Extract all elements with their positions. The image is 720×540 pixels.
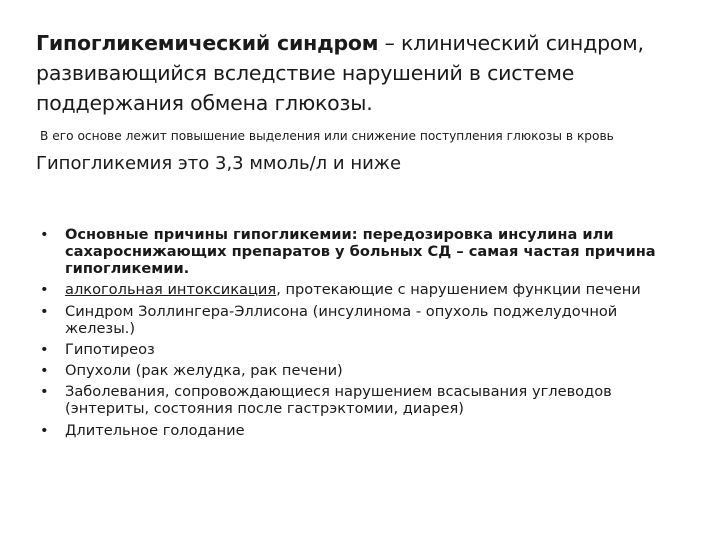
list-item bbox=[40, 281, 690, 298]
hypoglycemia-threshold: Гипогликемия это 3,3 ммоль/л и ниже bbox=[36, 153, 402, 174]
heading-term: Гипогликемический синдром bbox=[36, 31, 379, 55]
list-item bbox=[40, 422, 690, 439]
list-item-text: Основные причины гипогликемии: передозировка инсулина или сахароснижающих препаратов у больных СД – самая частая причина гипогликемии. bbox=[65, 226, 656, 277]
bullet-icon: • bbox=[40, 421, 49, 439]
list-item bbox=[40, 226, 690, 277]
list-item-text: Гипотиреоз bbox=[65, 340, 155, 358]
list-item bbox=[40, 303, 690, 337]
list-item-underlined-text: алкогольная интоксикация bbox=[65, 281, 277, 299]
bullet-icon: • bbox=[40, 302, 49, 320]
heading-definition-text: – клинический синдром, развивающийся вследствие нарушений в системе поддержания обмена глюкозы. bbox=[36, 31, 644, 115]
bullet-icon: • bbox=[40, 383, 49, 401]
bullet-icon: • bbox=[40, 340, 49, 358]
list-item-text: Синдром Золлингера-Эллисона (инсулинома - опухоль поджелудочной железы.) bbox=[65, 302, 618, 337]
list-item-text: Длительное голодание bbox=[65, 421, 245, 439]
list-item-text: Опухоли (рак желудка, рак печени) bbox=[65, 362, 343, 380]
list-item-text: Заболевания, сопровождающиеся нарушением всасывания углеводов (энтериты, состояния после гастрэктомии, диарея) bbox=[65, 383, 612, 418]
bullet-icon: • bbox=[40, 362, 49, 380]
causes-list bbox=[40, 226, 690, 443]
list-item bbox=[40, 341, 690, 358]
basis-note: В его основе лежит повышение выделения или снижение поступления глюкозы в кровь bbox=[40, 129, 614, 143]
list-item bbox=[40, 383, 690, 417]
slide-heading bbox=[36, 28, 676, 118]
list-item-text: , протекающие с нарушением функции печени bbox=[276, 281, 641, 299]
bullet-icon: • bbox=[40, 281, 49, 299]
bullet-icon: • bbox=[40, 226, 49, 243]
list-item bbox=[40, 362, 690, 379]
